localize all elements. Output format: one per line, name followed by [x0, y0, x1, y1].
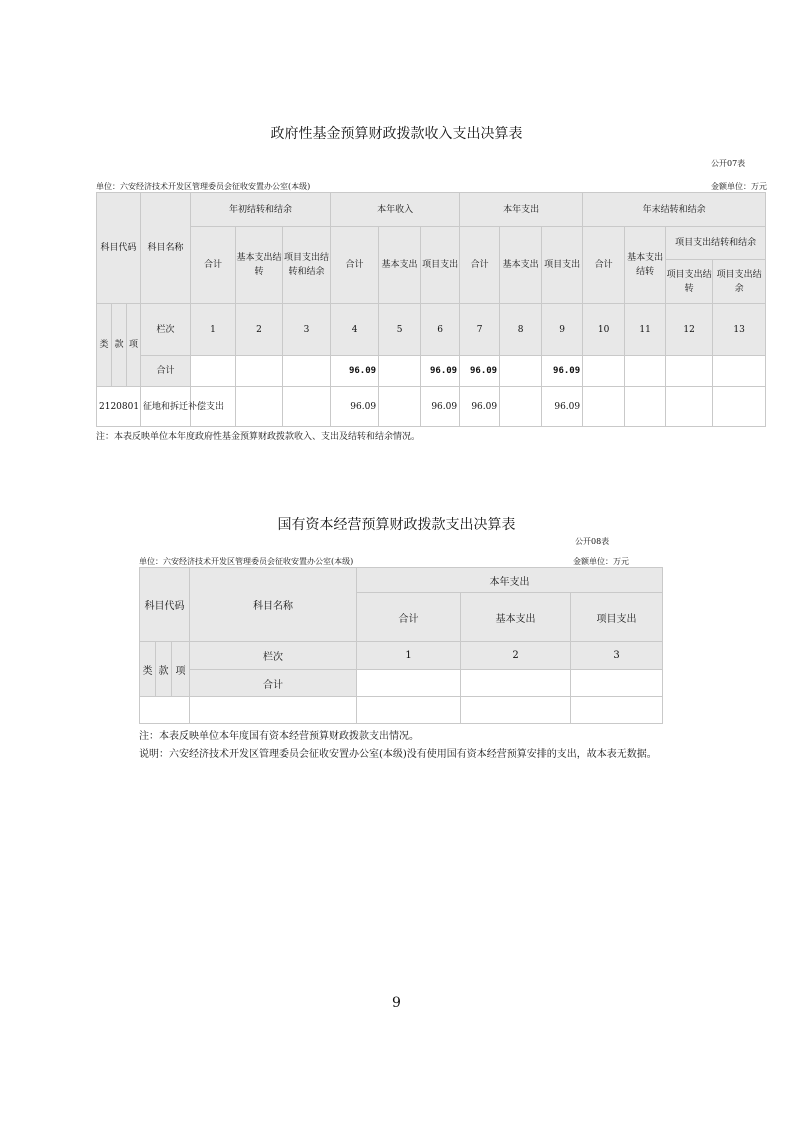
- table-row: [97, 387, 766, 427]
- header-end-basic: 基本支出结转: [625, 227, 666, 304]
- row-cell: 96.09: [421, 387, 460, 427]
- header-income: 本年收入: [331, 193, 460, 227]
- header-xiang: 项: [127, 304, 141, 387]
- total-cell: [500, 356, 542, 387]
- col-number: 4: [331, 304, 379, 356]
- header-expense: 本年支出: [460, 193, 583, 227]
- row-cell: [713, 387, 766, 427]
- total-cell: [357, 670, 461, 697]
- header-end-project-group: 项目支出结转和结余: [666, 227, 766, 260]
- col-number: 8: [500, 304, 542, 356]
- table1-title: 政府性基金预算财政拨款收入支出决算表: [270, 126, 523, 142]
- header-income-project: 项目支出: [421, 227, 460, 304]
- header-income-total: 合计: [331, 227, 379, 304]
- table2-code: 公开08表: [575, 537, 610, 546]
- header-begin-project: 项目支出结转和结余: [283, 227, 331, 304]
- header-end-carry: 年末结转和结余: [583, 193, 766, 227]
- table2-description: 说明：六安经济技术开发区管理委员会征收安置办公室(本级)没有使用国有资本经营预算安排的支出，故本表无数据。: [139, 749, 657, 760]
- total-cell: 96.09: [421, 356, 460, 387]
- total-cell: 96.09: [331, 356, 379, 387]
- row-cell: [583, 387, 625, 427]
- total-cell: [583, 356, 625, 387]
- col-number: 13: [713, 304, 766, 356]
- header-kuan: 款: [112, 304, 127, 387]
- header-income-basic: 基本支出: [379, 227, 421, 304]
- total-label: 合计: [141, 356, 191, 387]
- row-cell: [379, 387, 421, 427]
- total-cell: [625, 356, 666, 387]
- table2-unit: 单位：六安经济技术开发区管理委员会征收安置办公室(本级): [139, 557, 354, 566]
- row-cell: [571, 697, 663, 724]
- row-name: 征地和拆迁补偿支出: [141, 387, 191, 427]
- row-cell: 96.09: [331, 387, 379, 427]
- header-lei: 类: [97, 304, 112, 387]
- row-name: [190, 697, 357, 724]
- page-number: 9: [392, 995, 401, 1011]
- total-cell: [461, 670, 571, 697]
- total-cell: [713, 356, 766, 387]
- row-cell: [666, 387, 713, 427]
- header-xiang: 项: [172, 642, 190, 697]
- total-cell: [379, 356, 421, 387]
- table1-code: 公开07表: [711, 159, 746, 168]
- table2-amount-unit: 金额单位：万元: [573, 557, 629, 566]
- table1-unit: 单位：六安经济技术开发区管理委员会征收安置办公室(本级): [96, 182, 311, 191]
- col-number: 1: [191, 304, 236, 356]
- row-cell: [461, 697, 571, 724]
- total-cell: [283, 356, 331, 387]
- total-cell: [191, 356, 236, 387]
- header-kuan: 款: [156, 642, 172, 697]
- header-end-project-surplus: 项目支出结余: [713, 260, 766, 304]
- total-cell: 96.09: [542, 356, 583, 387]
- header-subject-code: 科目代码: [140, 568, 190, 642]
- col-number: 6: [421, 304, 460, 356]
- total-row: [97, 356, 766, 387]
- header-expense: 本年支出: [357, 568, 663, 593]
- table1-note: 注：本表反映单位本年度政府性基金预算财政拨款收入、支出及结转和结余情况。: [96, 432, 421, 442]
- row-code: [140, 697, 190, 724]
- col-number: 12: [666, 304, 713, 356]
- header-total: 合计: [357, 593, 461, 642]
- header-begin-basic: 基本支出结转: [236, 227, 283, 304]
- col-number: 5: [379, 304, 421, 356]
- row-code: 2120801: [97, 387, 141, 427]
- total-cell: [236, 356, 283, 387]
- row-cell: 96.09: [542, 387, 583, 427]
- col-number: 9: [542, 304, 583, 356]
- col-number: 1: [357, 642, 461, 670]
- col-number: 3: [283, 304, 331, 356]
- header-subject-name: 科目名称: [190, 568, 357, 642]
- header-basic: 基本支出: [461, 593, 571, 642]
- header-expense-basic: 基本支出: [500, 227, 542, 304]
- col-number: 2: [236, 304, 283, 356]
- header-end-total: 合计: [583, 227, 625, 304]
- col-number: 11: [625, 304, 666, 356]
- total-row: [140, 670, 663, 697]
- row-cell: [500, 387, 542, 427]
- row-cell: [283, 387, 331, 427]
- header-begin-carry: 年初结转和结余: [191, 193, 331, 227]
- row-cell: [357, 697, 461, 724]
- header-end-project-carry: 项目支出结转: [666, 260, 713, 304]
- header-begin-total: 合计: [191, 227, 236, 304]
- header-row-no: 栏次: [190, 642, 357, 670]
- header-subject-code: 科目代码: [97, 193, 141, 304]
- table2-note: 注：本表反映单位本年度国有资本经营预算财政拨款支出情况。: [139, 731, 419, 742]
- col-number: 2: [461, 642, 571, 670]
- total-cell: [571, 670, 663, 697]
- header-expense-total: 合计: [460, 227, 500, 304]
- row-cell: 96.09: [460, 387, 500, 427]
- table1-amount-unit: 金额单位：万元: [711, 182, 767, 191]
- row-cell: [236, 387, 283, 427]
- total-cell: [666, 356, 713, 387]
- col-number: 7: [460, 304, 500, 356]
- table2: [139, 567, 663, 724]
- total-cell: 96.09: [460, 356, 500, 387]
- table2-title: 国有资本经营预算财政拨款支出决算表: [277, 517, 516, 533]
- header-expense-project: 项目支出: [542, 227, 583, 304]
- total-label: 合计: [190, 670, 357, 697]
- header-lei: 类: [140, 642, 156, 697]
- table1: [96, 192, 766, 427]
- header-subject-name: 科目名称: [141, 193, 191, 304]
- table-row: [140, 697, 663, 724]
- col-number: 10: [583, 304, 625, 356]
- col-number: 3: [571, 642, 663, 670]
- header-row-no: 栏次: [141, 304, 191, 356]
- header-project: 项目支出: [571, 593, 663, 642]
- row-cell: [625, 387, 666, 427]
